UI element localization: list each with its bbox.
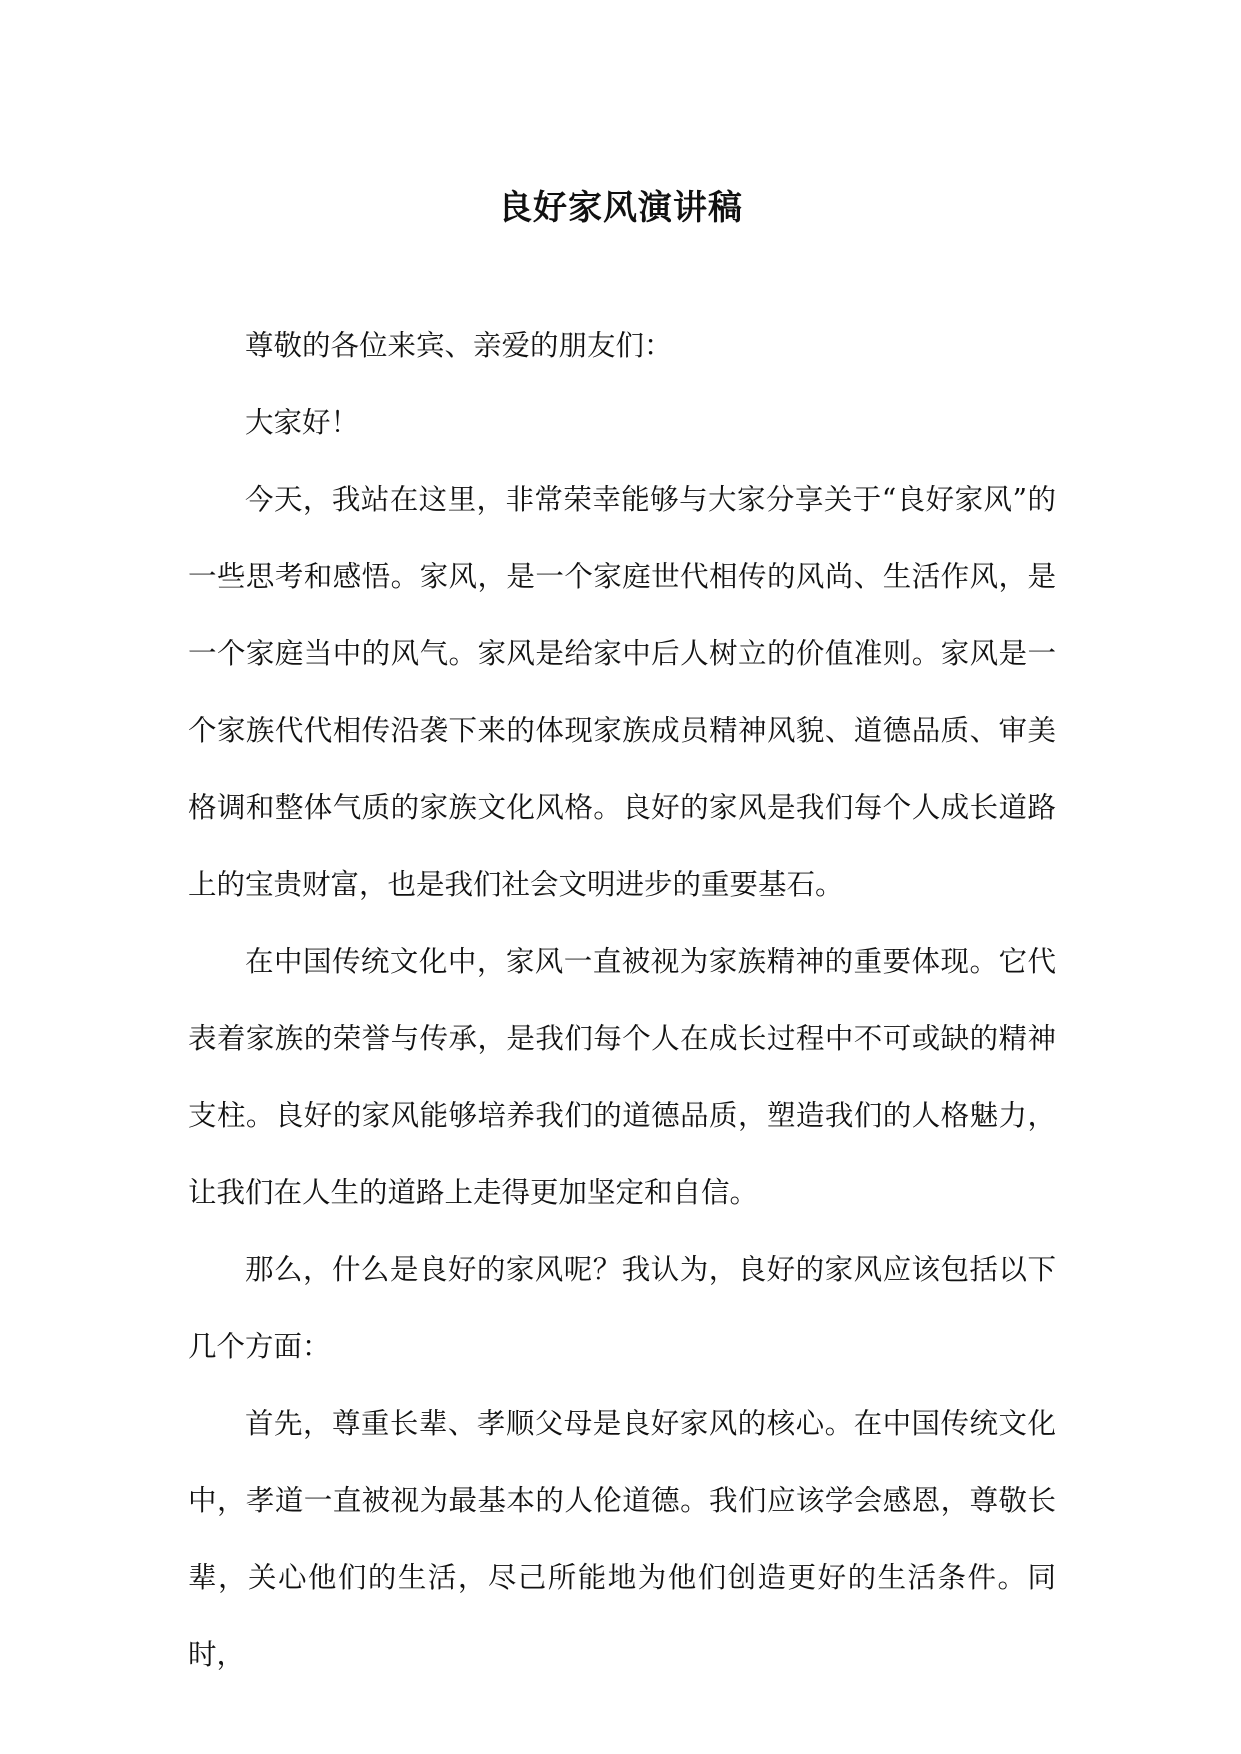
paragraph-question: 那么，什么是良好的家风呢？我认为，良好的家风应该包括以下几个方面： [188, 1253, 1056, 1363]
paragraph-salutation: 尊敬的各位来宾、亲爱的朋友们： [245, 329, 673, 362]
document-title: 良好家风演讲稿 [498, 188, 743, 228]
paragraph-greeting: 大家好！ [245, 406, 360, 439]
paragraph-tradition: 在中国传统文化中，家风一直被视为家族精神的重要体现。它代表着家族的荣誉与传承，是我们每个人在成长过程中不可或缺的精神支柱。良好的家风能够培养我们的道德品质，塑造我们的人格魅力，让我们在人生的道路上走得更加坚定和自信。 [188, 945, 1056, 1209]
document-body [188, 307, 1056, 1693]
paragraph-first-point: 首先，尊重长辈、孝顺父母是良好家风的核心。在中国传统文化中，孝道一直被视为最基本的人伦道德。我们应该学会感恩，尊敬长辈，关心他们的生活，尽己所能地为他们创造更好的生活条件。同时， [188, 1407, 1056, 1671]
paragraph-introduction: 今天，我站在这里，非常荣幸能够与大家分享关于“良好家风”的一些思考和感悟。家风，是一个家庭世代相传的风尚、生活作风，是一个家庭当中的风气。家风是给家中后人树立的价值准则。家风是一个家族代代相传沿袭下来的体现家族成员精神风貌、道德品质、审美格调和整体气质的家族文化风格。良好的家风是我们每个人成长道路上的宝贵财富，也是我们社会文明进步的重要基石。 [188, 483, 1056, 901]
